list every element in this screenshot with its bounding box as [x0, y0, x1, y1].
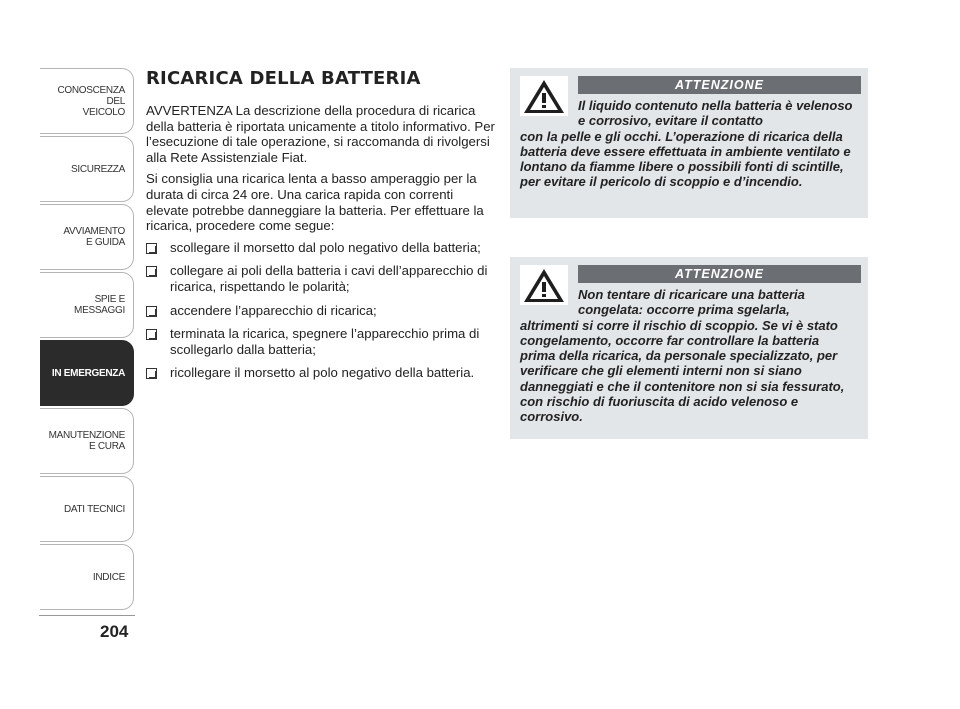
step-text: scollegare il morsetto dal polo negativo della batteria;: [170, 239, 481, 255]
warning-heading: ATTENZIONE: [578, 76, 861, 94]
sidebar-divider: [39, 615, 135, 616]
step-text: accendere l’apparecchio di ricarica;: [170, 302, 377, 318]
step-text: collegare ai poli della batteria i cavi dell’apparecchio di ricarica, rispettando le polarità;: [170, 263, 488, 294]
checkbox-bullet-icon: [146, 306, 157, 317]
warning-note-paragraph: AVVERTENZA La descrizione della procedura di ricarica della batteria è riportata unicamente a titolo informativo. Per l’esecuzione di tale operazione, si raccomanda di rivolgersi alla Rete Assistenziale Fiat.: [146, 103, 495, 165]
checkbox-bullet-icon: [146, 329, 157, 340]
checkbox-bullet-icon: [146, 266, 157, 277]
tab-in-emergenza[interactable]: IN EMERGENZA: [40, 340, 134, 406]
warning-lead: Il liquido contenuto nella batteria è velenoso e corrosivo, evitare il contatto: [578, 98, 853, 129]
chapter-tabs: [40, 68, 134, 612]
warning-triangle-icon: [520, 76, 568, 116]
warning-heading: ATTENZIONE: [578, 265, 861, 283]
warning-body: altrimenti si corre il rischio di scoppio. Se vi è stato congelamento, occorre far controllare la batteria prima della ricarica, da personale specializzato, per verificare che gli elementi interni non si siano danneggiati e che il contenitore non si sia fessurato, con rischio di fuoriuscita di acido velenoso e corrosivo.: [520, 317, 845, 425]
list-item: [146, 365, 496, 381]
page-title: RICARICA DELLA BATTERIA: [146, 68, 421, 89]
step-text: ricollegare il morsetto al polo negativo della batteria.: [170, 365, 475, 381]
warning-body: con la pelle e gli occhi. L’operazione di ricarica della batteria deve essere effettuata in ambiente ventilato e lontano da fiamme libere o possibili fonti di scintille, per evitare il pericolo di scoppio e d’incendio.: [520, 128, 851, 190]
list-item: [146, 263, 496, 294]
tab-manutenzione-e-cura[interactable]: MANUTENZIONE E CURA: [40, 408, 134, 474]
tab-spie-e-messaggi[interactable]: SPIE E MESSAGGI: [40, 272, 134, 338]
main-content: [146, 68, 496, 389]
warning-box-frozen: [510, 257, 868, 439]
steps-list: [146, 240, 496, 381]
warning-triangle-icon: [520, 265, 568, 305]
tab-conoscenza-del-veicolo[interactable]: CONOSCENZA DEL VEICOLO: [40, 68, 134, 134]
list-item: [146, 326, 496, 357]
tab-dati-tecnici[interactable]: DATI TECNICI: [40, 476, 134, 542]
warning-text: [520, 287, 858, 425]
step-text: terminata la ricarica, spegnere l’apparecchio prima di scollegarlo dalla batteria;: [170, 326, 480, 357]
tab-sicurezza[interactable]: SICUREZZA: [40, 136, 134, 202]
checkbox-bullet-icon: [146, 368, 157, 379]
warning-box-corrosive: [510, 68, 868, 218]
tab-avviamento-e-guida[interactable]: AVVIAMENTO E GUIDA: [40, 204, 134, 270]
page-number: 204: [100, 622, 129, 641]
instructions-paragraph: Si consiglia una ricarica lenta a basso amperaggio per la durata di circa 24 ore. Una carica rapida con correnti elevate potrebbe danneggiare la batteria. Per effettuare la ricarica, procedere come segue:: [146, 171, 484, 234]
list-item: [146, 303, 496, 319]
warning-lead: Non tentare di ricaricare una batteria congelata: occorre prima sgelarla,: [578, 287, 805, 318]
tab-indice[interactable]: INDICE: [40, 544, 134, 610]
checkbox-bullet-icon: [146, 243, 157, 254]
list-item: [146, 240, 496, 256]
warning-text: [520, 98, 858, 190]
